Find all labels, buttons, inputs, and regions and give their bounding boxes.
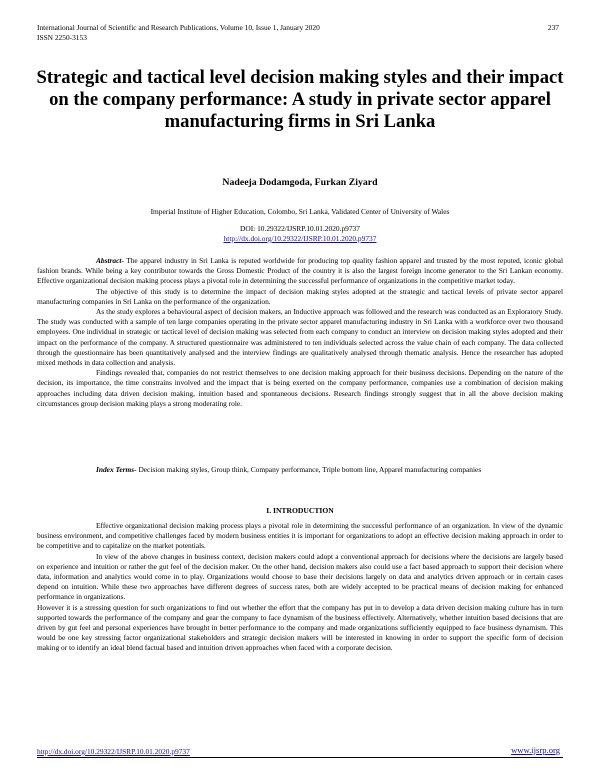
abstract-paragraph: As the study explores a behavioural aspect of decision makers, an Inductive approach was followed and the research was conducted as an Exploratory Study. The study was conducted with a sample of ten large companies operating in the private sector apparel manufacturing industry in Sri Lanka with a workforce over two thousand employees. One individual in strategic or tactical level of decision making was selected from each company to conduct an interview on decision making styles adopted and their impact on the performance of the company. A structured questionnaire was administered to ten individuals selected across the value chain of each company. The data collected through the questionnaire has been quantitatively analysed and the interview findings are qualitatively analysed through thematic analysis. Hence the researcher has adopted mixed methods in data collection and analysis. — [37, 307, 563, 368]
abstract-text: The apparel industry in Sri Lanka is reputed worldwide for producing top quality fashion apparel and trusted by the most reputed, iconic global fashion brands. While being a key contributor towards the Gross Domestic Product of the country it is also the largest foreign income generator to the Sri Lankan economy. Effective organizational decision making process plays a pivotal role in determining the successful performance of organizations in the competitive market today. — [37, 256, 563, 286]
doi-text: DOI: 10.29322/IJSRP.10.01.2020.p9737 — [240, 224, 360, 233]
abstract-label: Abstract- — [96, 256, 124, 265]
footer-doi-link[interactable]: http://dx.doi.org/10.29322/IJSRP.10.01.2020.p9737 — [37, 747, 190, 756]
abstract-paragraph — [37, 256, 563, 287]
index-terms-text: Decision making styles, Group think, Company performance, Triple bottom line, Apparel manufacturing companies — [136, 465, 482, 474]
intro-paragraph: However it is a stressing question for such organizations to find out whether the effort that the company has put in to develop a data driven decision making culture has in turn supported towards the performance of the company and gear the company to face dynamism of the business effectively. Alternatively, whether intuition based decisions that are driven by gut feel and personal experiences have brought in better performance to the company and made organizations sufficiently equipped to face business dynamism. This would be one key stressing factor organizational stakeholders and strategic decision makers will be interested in knowing in order to support the specific form of decision making or to identify an ideal blend factual based and intuition driven approaches when faced with a corporate decision. — [37, 602, 563, 653]
footer-site-link[interactable]: www.ijsrp.org — [511, 745, 560, 755]
journal-line: International Journal of Scientific and Research Publications, Volume 10, Issue 1, January 2020 — [37, 23, 320, 32]
introduction — [37, 521, 563, 654]
section-heading: I. INTRODUCTION — [266, 506, 334, 515]
index-terms-label: Index Terms- — [96, 465, 137, 474]
issn: ISSN 2250-3153 — [37, 33, 87, 42]
index-terms — [37, 465, 563, 475]
affiliation: Imperial Institute of Higher Education, Colombo, Sri Lanka, Validated Center of University of Wales — [150, 207, 450, 216]
page-number: 237 — [547, 23, 559, 32]
intro-paragraph: Effective organizational decision making process plays a pivotal role in determining the successful performance of an organization. In view of the dynamic business environment, and competitive challenges faced by modern business entities it is important for organizations to adopt an effective decision making approach in order to be competitive and to capitalize on the market potentials. — [37, 521, 563, 551]
abstract — [37, 256, 563, 409]
intro-paragraph: In view of the above changes in business context, decision makers could adopt a conventional approach for decisions where the decisions are largely based on experience and intuition or rather the gut feel of the decision maker. On the other hand, decision makers also could use a fact based approach to support their decision where data, information and analytics would come in to play. Organizations would choose to base their decisions largely on data and analytics driven approach or in certain cases depend on intuition. While these two approaches have different degrees of success rates, both are widely accepted to be practical means of decision making for enhanced performance in organizations. — [37, 551, 563, 602]
footer-doi — [37, 747, 190, 756]
doi-link[interactable]: http://dx.doi.org/10.29322/IJSRP.10.01.2020.p9737 — [223, 234, 377, 243]
abstract-paragraph: The objective of this study is to determine the impact of decision making styles adopted at the strategic and tactical levels of private sector apparel manufacturing companies in Sri Lanka on the performance of the organization. — [37, 286, 563, 306]
paper-title: Strategic and tactical level decision making styles and their impact on the company performance: A study in private sector apparel manufacturing firms in Sri Lanka — [36, 67, 564, 132]
footer-site — [511, 745, 560, 755]
authors: Nadeeja Dodamgoda, Furkan Ziyard — [222, 177, 378, 188]
abstract-paragraph: Findings revealed that, companies do not restrict themselves to one decision making approach for their business decisions. Depending on the nature of the decision, its importance, the time constrains involved and the impact that is being exerted on the company performance, companies use a combination of decision making approaches including data driven decision making, intuition based and spontaneous decisions. Research findings strongly suggest that in all the above decision making circumstances group decision making plays a strong moderating role. — [37, 368, 563, 408]
footer-divider — [37, 757, 563, 758]
index-terms-paragraph — [37, 465, 563, 475]
doi-block — [0, 224, 600, 244]
running-header — [37, 23, 320, 43]
